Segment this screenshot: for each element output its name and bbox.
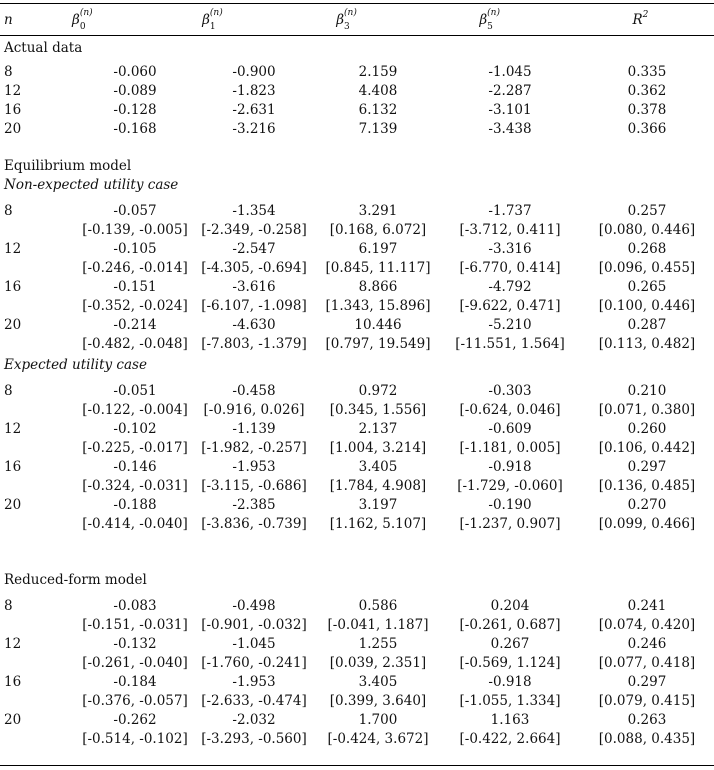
value-cell: 3.405 (358, 459, 398, 475)
value-cell: 0.204 (490, 598, 530, 614)
ci-cell: [-3.712, 0.411] (459, 222, 561, 238)
value-cell: -3.438 (488, 121, 532, 137)
value-cell: -0.918 (488, 674, 532, 690)
ci-cell: [-2.349, -0.258] (201, 222, 307, 238)
value-cell: 0.241 (627, 598, 667, 614)
section-actual-data: Actual data (4, 40, 83, 56)
header-beta0 (72, 8, 93, 32)
header-beta5-symbol: β (479, 12, 488, 28)
ci-cell: [-0.041, 1.187] (327, 617, 429, 633)
ci-cell: [-0.324, -0.031] (82, 478, 188, 494)
value-cell: -0.188 (113, 497, 157, 513)
ci-cell: [-0.482, -0.048] (82, 336, 188, 352)
ci-cell: [-6.770, 0.414] (459, 260, 561, 276)
value-cell: -1.045 (232, 636, 276, 652)
ci-cell: [0.106, 0.442] (598, 440, 696, 456)
value-cell: -0.168 (113, 121, 157, 137)
header-rule (0, 35, 714, 36)
ci-cell: [-3.115, -0.686] (201, 478, 307, 494)
ci-row (0, 221, 714, 240)
ci-cell: [0.077, 0.418] (598, 655, 696, 671)
value-cell: 0.378 (627, 102, 667, 118)
section-equilibrium-model: Equilibrium model (4, 158, 132, 174)
subsection-expected-utility: Expected utility case (4, 357, 147, 373)
row-n: 16 (4, 674, 22, 690)
value-cell: -1.139 (232, 421, 276, 437)
value-cell: 7.139 (358, 121, 398, 137)
row-n: 20 (4, 317, 22, 333)
table-row (0, 382, 714, 401)
header-beta5 (479, 8, 500, 32)
ci-cell: [1.004, 3.214] (329, 440, 427, 456)
ci-cell: [-1.237, 0.907] (459, 516, 561, 532)
row-n: 16 (4, 279, 22, 295)
header-beta1 (202, 8, 223, 32)
header-beta3-symbol: β (336, 12, 345, 28)
ci-cell: [-4.305, -0.694] (201, 260, 307, 276)
ci-cell: [-0.514, -0.102] (82, 731, 188, 747)
ci-cell: [-0.414, -0.040] (82, 516, 188, 532)
value-cell: -1.953 (232, 459, 276, 475)
table-row (0, 711, 714, 730)
ci-cell: [-3.836, -0.739] (201, 516, 307, 532)
value-cell: -3.216 (232, 121, 276, 137)
ci-cell: [-0.225, -0.017] (82, 440, 188, 456)
value-cell: 0.263 (627, 712, 667, 728)
table-row (0, 278, 714, 297)
value-cell: -0.060 (113, 64, 157, 80)
row-n: 20 (4, 121, 22, 137)
header-n: n (4, 12, 13, 28)
value-cell: 0.586 (358, 598, 398, 614)
ci-row (0, 401, 714, 420)
row-n: 12 (4, 636, 22, 652)
ci-row (0, 297, 714, 316)
ci-cell: [-1.181, 0.005] (459, 440, 561, 456)
value-cell: -0.057 (113, 203, 157, 219)
value-cell: 1.700 (358, 712, 398, 728)
bottom-rule (0, 765, 714, 766)
value-cell: -0.458 (232, 383, 276, 399)
ci-cell: [-1.760, -0.241] (201, 655, 307, 671)
ci-cell: [0.079, 0.415] (598, 693, 696, 709)
row-n: 12 (4, 83, 22, 99)
value-cell: 6.197 (358, 241, 398, 257)
row-n: 8 (4, 383, 13, 399)
value-cell: -0.609 (488, 421, 532, 437)
value-cell: 0.335 (627, 64, 667, 80)
row-n: 20 (4, 712, 22, 728)
ci-cell: [0.797, 19.549] (325, 336, 431, 352)
table-row (0, 597, 714, 616)
value-cell: -1.045 (488, 64, 532, 80)
value-cell: -4.630 (232, 317, 276, 333)
value-cell: 0.246 (627, 636, 667, 652)
ci-cell: [-9.622, 0.471] (459, 298, 561, 314)
header-beta1-sup: (n) (209, 8, 223, 18)
value-cell: 0.972 (358, 383, 398, 399)
value-cell: 0.265 (627, 279, 667, 295)
value-cell: -0.214 (113, 317, 157, 333)
value-cell: -0.051 (113, 383, 157, 399)
header-beta5-sup: (n) (487, 8, 500, 18)
table-row (0, 63, 714, 82)
table-row (0, 673, 714, 692)
value-cell: -0.184 (113, 674, 157, 690)
value-cell: 0.287 (627, 317, 667, 333)
header-beta1-symbol: β (202, 12, 210, 28)
value-cell: 3.197 (358, 497, 398, 513)
table-row (0, 240, 714, 259)
value-cell: -0.498 (232, 598, 276, 614)
header-beta5-sub: 5 (487, 22, 493, 32)
value-cell: -0.900 (232, 64, 276, 80)
ci-cell: [0.071, 0.380] (598, 402, 696, 418)
ci-cell: [-7.803, -1.379] (201, 336, 307, 352)
ci-cell: [-6.107, -1.098] (201, 298, 307, 314)
value-cell: -0.190 (488, 497, 532, 513)
ci-cell: [-0.122, -0.004] (82, 402, 188, 418)
value-cell: -0.151 (113, 279, 157, 295)
ci-cell: [-0.376, -0.057] (82, 693, 188, 709)
ci-cell: [-1.982, -0.257] (201, 440, 307, 456)
table-row (0, 101, 714, 120)
header-r2 (632, 10, 649, 28)
value-cell: 0.260 (627, 421, 667, 437)
header-beta3 (336, 8, 357, 32)
row-n: 8 (4, 203, 13, 219)
table-row (0, 496, 714, 515)
value-cell: -5.210 (488, 317, 532, 333)
ci-cell: [-2.633, -0.474] (201, 693, 307, 709)
ci-row (0, 730, 714, 749)
ci-cell: [-3.293, -0.560] (201, 731, 307, 747)
value-cell: -1.953 (232, 674, 276, 690)
ci-cell: [-0.569, 1.124] (459, 655, 561, 671)
ci-cell: [1.784, 4.908] (329, 478, 427, 494)
ci-cell: [-0.916, 0.026] (203, 402, 305, 418)
ci-cell: [-11.551, 1.564] (455, 336, 565, 352)
value-cell: 8.866 (358, 279, 398, 295)
header-beta3-sub: 3 (344, 22, 350, 32)
ci-cell: [1.343, 15.896] (325, 298, 431, 314)
ci-cell: [0.039, 2.351] (329, 655, 427, 671)
value-cell: 10.446 (354, 317, 402, 333)
subsection-non-expected-utility: Non-expected utility case (4, 177, 179, 193)
ci-cell: [0.074, 0.420] (598, 617, 696, 633)
ci-cell: [0.345, 1.556] (329, 402, 427, 418)
ci-cell: [0.399, 3.640] (329, 693, 427, 709)
ci-cell: [0.168, 6.072] (329, 222, 427, 238)
ci-cell: [-0.422, 2.664] (459, 731, 561, 747)
value-cell: 0.297 (627, 459, 667, 475)
ci-row (0, 439, 714, 458)
value-cell: -0.303 (488, 383, 532, 399)
row-n: 20 (4, 497, 22, 513)
ci-cell: [-0.151, -0.031] (82, 617, 188, 633)
row-n: 8 (4, 598, 13, 614)
section-reduced-form-model: Reduced-form model (4, 572, 147, 588)
row-n: 12 (4, 421, 22, 437)
value-cell: 2.159 (358, 64, 398, 80)
value-cell: -4.792 (488, 279, 532, 295)
value-cell: -0.089 (113, 83, 157, 99)
value-cell: 0.257 (627, 203, 667, 219)
table-row (0, 202, 714, 221)
value-cell: 6.132 (358, 102, 398, 118)
value-cell: -1.354 (232, 203, 276, 219)
table-row (0, 420, 714, 439)
row-n: 16 (4, 459, 22, 475)
value-cell: 1.255 (358, 636, 398, 652)
ci-cell: [0.080, 0.446] (598, 222, 696, 238)
value-cell: -2.032 (232, 712, 276, 728)
row-n: 8 (4, 64, 13, 80)
ci-row (0, 335, 714, 354)
value-cell: -3.616 (232, 279, 276, 295)
table-row (0, 120, 714, 139)
ci-cell: [0.845, 11.117] (325, 260, 431, 276)
header-beta0-symbol: β (72, 12, 80, 28)
ci-row (0, 259, 714, 278)
ci-row (0, 515, 714, 534)
ci-row (0, 477, 714, 496)
header-beta0-sup: (n) (79, 8, 93, 18)
value-cell: 0.270 (627, 497, 667, 513)
header-r2-sup: 2 (642, 10, 649, 20)
ci-cell: [0.096, 0.455] (598, 260, 696, 276)
ci-cell: [0.088, 0.435] (598, 731, 696, 747)
ci-cell: [-0.424, 3.672] (327, 731, 429, 747)
ci-cell: [0.113, 0.482] (598, 336, 696, 352)
value-cell: 0.268 (627, 241, 667, 257)
ci-row (0, 616, 714, 635)
value-cell: 0.362 (627, 83, 667, 99)
header-row (0, 8, 714, 32)
header-beta1-sub: 1 (209, 22, 216, 32)
value-cell: -2.287 (488, 83, 532, 99)
ci-cell: [-1.729, -0.060] (457, 478, 563, 494)
ci-cell: [-0.139, -0.005] (82, 222, 188, 238)
ci-cell: [0.099, 0.466] (598, 516, 696, 532)
ci-cell: [-0.261, 0.687] (459, 617, 561, 633)
row-n: 12 (4, 241, 22, 257)
header-beta3-sup: (n) (344, 8, 357, 18)
value-cell: 0.366 (627, 121, 667, 137)
value-cell: 4.408 (358, 83, 398, 99)
value-cell: -3.316 (488, 241, 532, 257)
value-cell: 1.163 (490, 712, 530, 728)
table-row (0, 458, 714, 477)
value-cell: -2.631 (232, 102, 276, 118)
ci-cell: [-0.352, -0.024] (82, 298, 188, 314)
ci-cell: [-1.055, 1.334] (459, 693, 561, 709)
row-n: 16 (4, 102, 22, 118)
ci-cell: [-0.624, 0.046] (459, 402, 561, 418)
value-cell: -3.101 (488, 102, 532, 118)
value-cell: -2.385 (232, 497, 276, 513)
ci-cell: [0.100, 0.446] (598, 298, 696, 314)
header-beta0-sub: 0 (79, 22, 86, 32)
value-cell: -0.918 (488, 459, 532, 475)
ci-cell: [-0.901, -0.032] (201, 617, 307, 633)
value-cell: 3.291 (358, 203, 398, 219)
ci-cell: [0.136, 0.485] (598, 478, 696, 494)
value-cell: -0.083 (113, 598, 157, 614)
ci-row (0, 692, 714, 711)
value-cell: -0.146 (113, 459, 157, 475)
ci-cell: [1.162, 5.107] (329, 516, 427, 532)
value-cell: 2.137 (358, 421, 398, 437)
value-cell: -0.262 (113, 712, 157, 728)
value-cell: -0.128 (113, 102, 157, 118)
value-cell: -0.105 (113, 241, 157, 257)
value-cell: 0.297 (627, 674, 667, 690)
ci-row (0, 654, 714, 673)
value-cell: -2.547 (232, 241, 276, 257)
value-cell: -1.823 (232, 83, 276, 99)
value-cell: 0.210 (627, 383, 667, 399)
value-cell: -0.132 (113, 636, 157, 652)
top-rule (0, 3, 714, 4)
value-cell: -1.737 (488, 203, 532, 219)
value-cell: 0.267 (490, 636, 530, 652)
value-cell: -0.102 (113, 421, 157, 437)
ci-cell: [-0.261, -0.040] (82, 655, 188, 671)
table-row (0, 316, 714, 335)
table-row (0, 82, 714, 101)
table-row (0, 635, 714, 654)
ci-cell: [-0.246, -0.014] (82, 260, 188, 276)
header-r2-symbol: R (632, 12, 643, 28)
value-cell: 3.405 (358, 674, 398, 690)
